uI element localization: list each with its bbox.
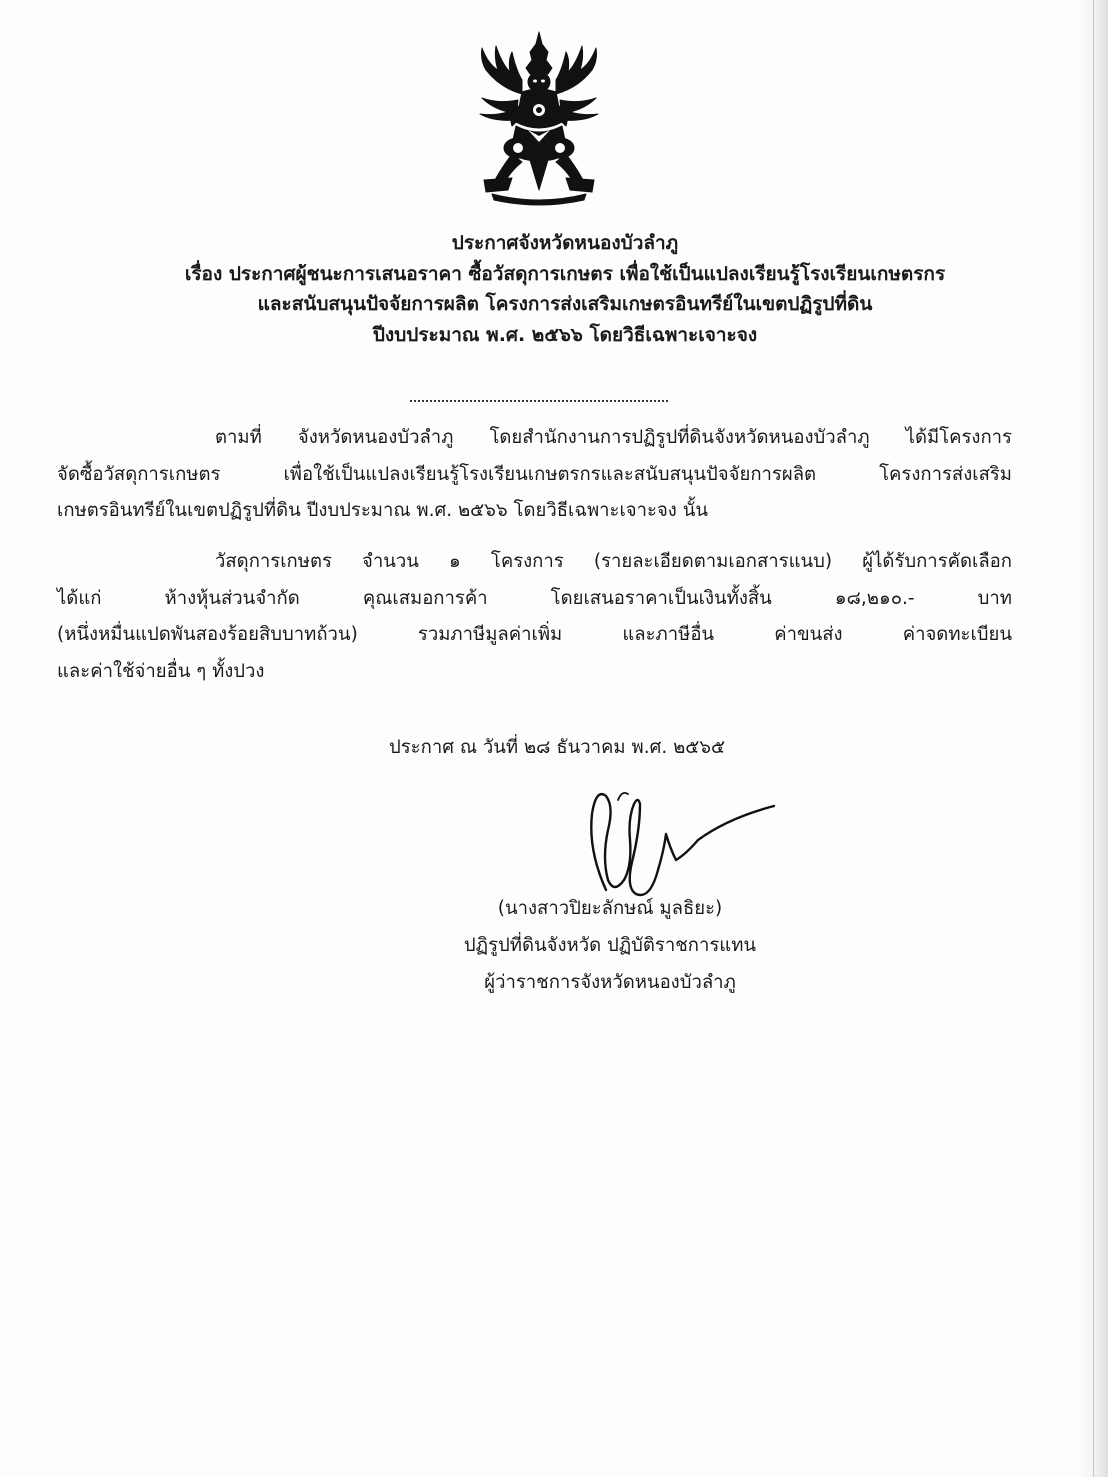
announcement-title	[100, 228, 1030, 350]
paragraph-line: เกษตรอินทรีย์ในเขตปฏิรูปที่ดิน ปีงบประมาณ พ.ศ. ๒๕๖๖ โดยวิธีเฉพาะเจาะจง นั้น	[57, 500, 708, 521]
garuda-emblem	[472, 30, 606, 208]
title-line-2: เรื่อง ประกาศผู้ชนะการเสนอราคา ซื้อวัสดุการเกษตร เพื่อใช้เป็นแปลงเรียนรู้โรงเรียนเกษตรกร	[184, 262, 946, 285]
title-line-4: ปีงบประมาณ พ.ศ. ๒๕๖๖ โดยวิธีเฉพาะเจาะจง	[372, 323, 758, 346]
paragraph-line: วัสดุการเกษตร จำนวน ๑ โครงการ (รายละเอียดตามเอกสารแนบ) ผู้ได้รับการคัดเลือก	[215, 551, 1012, 572]
signatory-position: ปฏิรูปที่ดินจังหวัด ปฏิบัติราชการแทน	[463, 935, 757, 956]
paragraph-line: ตามที่ จังหวัดหนองบัวลำภู โดยสำนักงานการปฏิรูปที่ดินจังหวัดหนองบัวลำภู ได้มีโครงการ	[215, 427, 1012, 448]
paragraph-background	[57, 420, 1012, 530]
signatory-block	[400, 890, 820, 1001]
paragraph-award	[57, 544, 1012, 690]
signatory-on-behalf: ผู้ว่าราชการจังหวัดหนองบัวลำภู	[484, 972, 736, 993]
handwritten-signature	[578, 770, 793, 905]
signatory-name: (นางสาวปิยะลักษณ์ มูลธิยะ)	[497, 898, 723, 919]
title-line-1: ประกาศจังหวัดหนองบัวลำภู	[451, 232, 679, 254]
paragraph-line: จัดซื้อวัสดุการเกษตร เพื่อใช้เป็นแปลงเรียนรู้โรงเรียนเกษตรกรและสนับสนุนปัจจัยการผลิต โครงการส่งเสริม	[57, 463, 1012, 485]
paragraph-line: และค่าใช้จ่ายอื่น ๆ ทั้งปวง	[57, 660, 265, 682]
page-edge-line	[1093, 0, 1094, 1477]
paragraph-line: ได้แก่ ห้างหุ้นส่วนจำกัด คุณเสมอการค้า โดยเสนอราคาเป็นเงินทั้งสิ้น ๑๘,๒๑๐.- บาท	[57, 587, 1012, 609]
dotted-separator	[410, 400, 668, 402]
announcement-date: ประกาศ ณ วันที่ ๒๘ ธันวาคม พ.ศ. ๒๕๖๕	[389, 737, 726, 758]
paragraph-line: (หนึ่งหมื่นแปดพันสองร้อยสิบบาทถ้วน) รวมภาษีมูลค่าเพิ่ม และภาษีอื่น ค่าขนส่ง ค่าจดทะเบียน	[57, 624, 1012, 645]
title-line-3: และสนับสนุนปัจจัยการผลิต โครงการส่งเสริมเกษตรอินทรีย์ในเขตปฏิรูปที่ดิน	[257, 293, 873, 315]
